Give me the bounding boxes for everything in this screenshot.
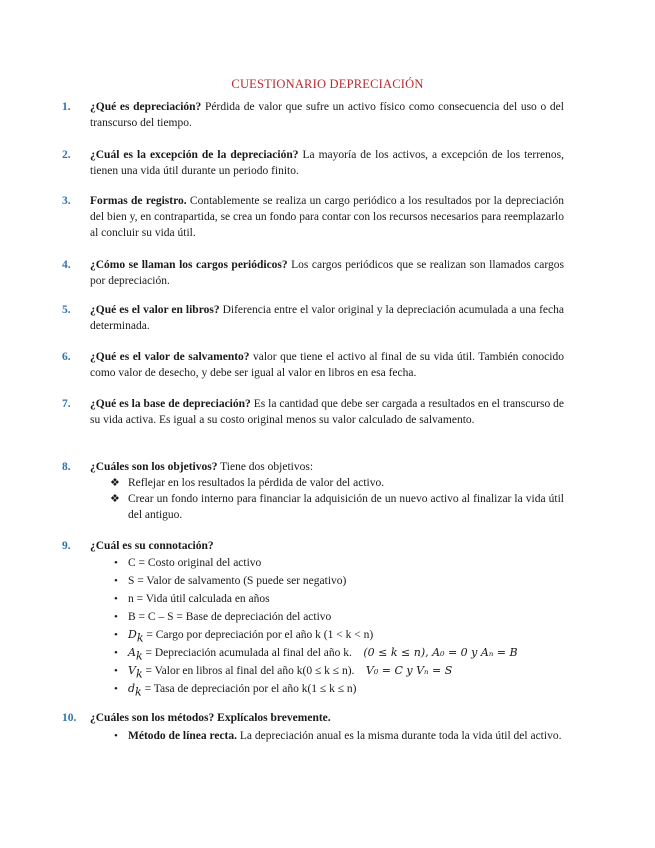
question-number: 3. — [62, 195, 71, 207]
connotation-item: • B = C – S = Base de depreciación del activo — [114, 611, 332, 623]
question-number: 1. — [62, 101, 71, 113]
answer-text: Es la cantidad que debe ser cargada a resultados en el transcurso de su vida activa. Es igual a su costo original menos su valor calculado de salvamento. — [90, 398, 564, 426]
question-3 — [62, 193, 564, 241]
connotation-item: • S = Valor de salvamento (S puede ser negativo) — [114, 575, 347, 587]
question-9 — [62, 538, 564, 554]
question-4 — [62, 257, 564, 289]
bullet-dot-icon: • — [114, 557, 118, 569]
question-text: ¿Cuáles son los objetivos? — [90, 461, 218, 473]
question-text: ¿Qué es el valor en libros? — [90, 304, 220, 316]
bullet-dot-icon: • — [114, 611, 118, 623]
connotation-item: • $d_k$ = Tasa de depreciación por el año k(1 ≤ k ≤ n) — [114, 682, 357, 699]
document-title: CUESTIONARIO DEPRECIACIÓN — [231, 77, 424, 91]
question-number: 8. — [62, 461, 71, 473]
question-number: 9. — [62, 540, 71, 552]
question-10 — [62, 710, 564, 726]
question-5 — [62, 302, 564, 334]
question-text: ¿Cuál es la excepción de la depreciación? — [90, 149, 299, 161]
question-number: 4. — [62, 259, 71, 271]
question-text: Formas de registro. — [90, 195, 187, 207]
bullet-dot-icon: • — [114, 665, 118, 677]
objective-item: ❖ Reflejar en los resultados la pérdida de valor del activo. — [110, 477, 385, 489]
bullet-dot-icon: • — [114, 730, 118, 742]
bullet-dot-icon: • — [114, 647, 118, 659]
bullet-dot-icon: • — [114, 683, 118, 695]
connotation-item: • $D_k$ = Cargo por depreciación por el año k (1 < k < n) — [114, 628, 374, 645]
question-8 — [62, 459, 564, 475]
question-number: 10. — [62, 712, 77, 724]
connotation-item: • C = Costo original del activo — [114, 557, 262, 569]
question-text: ¿Qué es la base de depreciación? — [90, 398, 251, 410]
answer-text: La mayoría de los activos, a excepción de los terrenos, tienen una vida útil durante un periodo finito. — [90, 149, 564, 177]
question-number: 7. — [62, 398, 71, 410]
question-1 — [62, 99, 564, 131]
diamond-bullet-icon: ❖ — [110, 477, 120, 489]
connotation-item: • $A_k$ = Depreciación acumulada al final del año k. (0 ≤ k ≤ n), A₀ = 0 y Aₙ = B — [114, 646, 518, 663]
connotation-item: • n = Vida útil calculada en años — [114, 593, 270, 605]
question-number: 6. — [62, 351, 71, 363]
question-text: ¿Qué es depreciación? — [90, 101, 202, 113]
question-6 — [62, 349, 564, 381]
diamond-bullet-icon: ❖ — [110, 493, 120, 505]
bullet-dot-icon: • — [114, 593, 118, 605]
answer-text: Contablemente se realiza un cargo periódico a los resultados por la depreciación del bien y, en contrapartida, se crea un fondo para contar con los recursos necesarios para reemplazarlo al concluir su vida útil. — [90, 195, 564, 239]
question-number: 5. — [62, 304, 71, 316]
question-number: 2. — [62, 149, 71, 161]
answer-text: Los cargos periódicos que se realizan son llamados cargos por depreciación. — [90, 259, 564, 287]
bullet-dot-icon: • — [114, 575, 118, 587]
question-7 — [62, 396, 564, 428]
answer-text: Tiene dos objetivos: — [217, 461, 314, 473]
connotation-item: • $V_k$ = Valor en libros al final del año k(0 ≤ k ≤ n). V₀ = C y Vₙ = S — [114, 664, 453, 681]
answer-text: Diferencia entre el valor original y la depreciación acumulada a una fecha determinada. — [90, 304, 564, 332]
question-text: ¿Qué es el valor de salvamento? — [90, 351, 250, 363]
answer-text: Pérdida de valor que sufre un activo físico como consecuencia del uso o del transcurso del tiempo. — [90, 101, 564, 129]
answer-text: valor que tiene el activo al final de su vida útil. También conocido como valor de desecho, y debe ser igual al valor en libros en esa fecha. — [90, 351, 564, 379]
question-2 — [62, 147, 564, 179]
question-text: ¿Cómo se llaman los cargos periódicos? — [90, 259, 288, 271]
question-text: ¿Cuáles son los métodos? Explícalos brevemente. — [90, 712, 331, 724]
question-text: ¿Cuál es su connotación? — [90, 540, 214, 552]
objective-item: ❖ Crear un fondo interno para financiar la adquisición de un nuevo activo al finalizar la vida útil del antiguo. — [110, 493, 564, 521]
method-item: • Método de línea recta. La depreciación anual es la misma durante toda la vida útil del activo. — [114, 730, 562, 742]
bullet-dot-icon: • — [114, 629, 118, 641]
